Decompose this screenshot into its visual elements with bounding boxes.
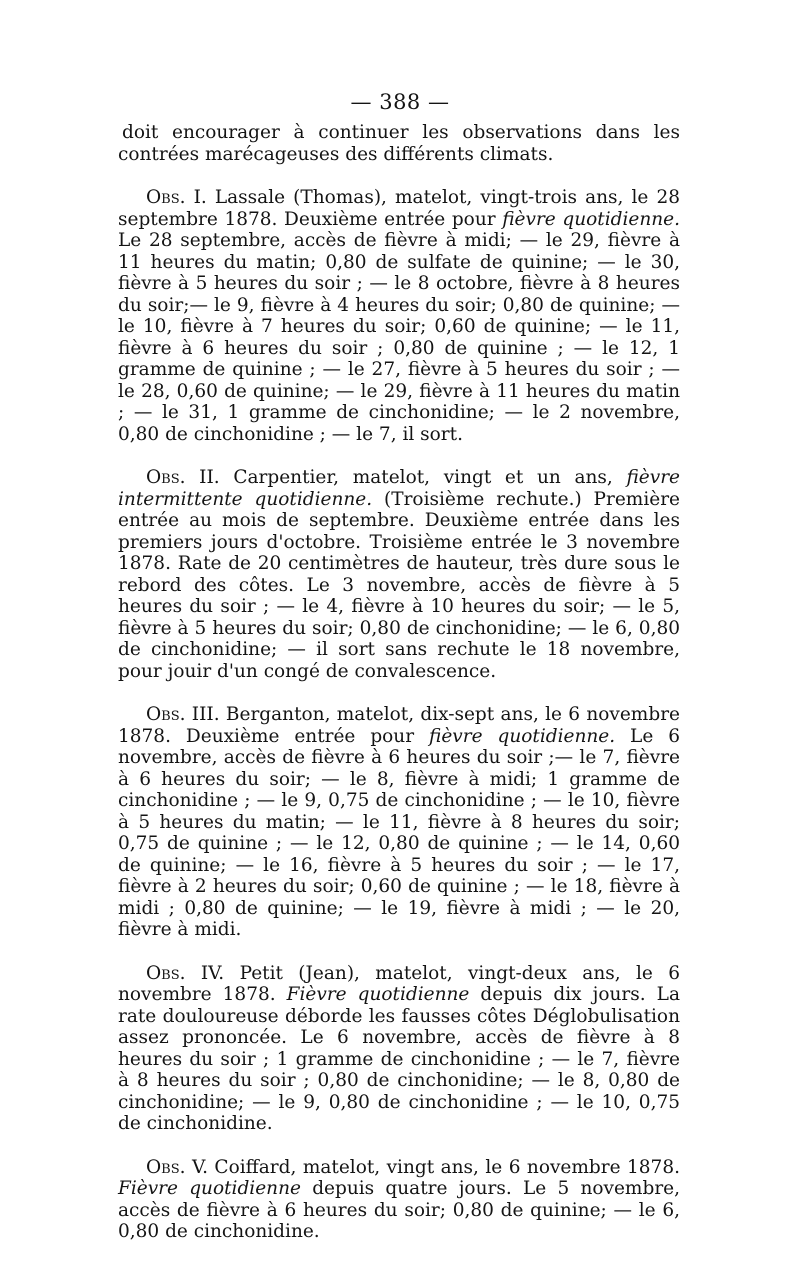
page-number: — 388 — [350,90,450,114]
observation-5 [118,1157,680,1243]
observation-label: Obs. I. [146,187,207,208]
observation-text: Le 6 novembre, accès de fièvre à 6 heures du soir ;— le 7, fièvre à 6 heures du soir; — le 8, fièvre à midi; 1 gramme de cinchonidine ; — le 9, 0,75 de cinchonidine ; — le 10, fièvre à 5 heures du matin; — le 11, fièvre à 8 heures du soir; 0,75 de quinine ; — le 12, 0,80 de quinine ; — le 14, 0,60 de quinine; — le 16, fièvre à 5 heures du soir ; — le 17, fièvre à 2 heures du soir; 0,60 de quinine ; — le 18, fièvre à midi ; 0,80 de quinine; — le 19, fièvre à midi ; — le 20, fièvre à midi. [118,725,681,940]
observation-text: Petit (Jean), matelot, vingt-deux ans, le 6 novembre 1878. [118,962,681,1005]
observation-diagnosis: fièvre intermittente quotidienne. [118,467,680,510]
observation-text: (Troisième rechute.) Première entrée au mois de septembre. Deuxième entrée dans les premiers jours d'octobre. Troisième entrée le 3 novembre 1878. Rate de 20 centimètres de hauteur, très dure sous le rebord des côtes. Le 3 novembre, accès de fièvre à 5 heures du soir ; — le 4, fièvre à 10 heures du soir; — le 5, fièvre à 5 heures du soir; 0,80 de cinchonidine; — le 6, 0,80 de cinchonidine; — il sort sans rechute le 18 novembre, pour jouir d'un congé de convalescence. [118,488,681,682]
observation-text: depuis quatre jours. Le 5 novembre, accès de fièvre à 6 heures du soir; 0,80 de quinine; — le 6, 0,80 de cinchonidine. [118,1178,680,1242]
observation-diagnosis: fièvre quotidienne. [502,208,680,230]
observation-1 [118,187,680,445]
observation-4 [118,963,680,1135]
observation-label: Obs. III. [146,704,220,725]
observation-3 [118,704,680,941]
observation-diagnosis: fièvre quotidienne. [429,725,616,747]
intro-paragraph: doit encourager à continuer les observations dans les contrées marécageuses des différents climats. [118,122,680,165]
observation-text: Le 28 septembre, accès de fièvre à midi; — le 29, fièvre à 11 heures du matin; 0,80 de sulfate de quinine; — le 30, fièvre à 5 heures du soir ; — le 8 octobre, fièvre à 8 heures du soir;— le 9, fièvre à 4 heures du soir; 0,80 de quinine; — le 10, fièvre à 7 heures du soir; 0,60 de quinine; — le 11, fièvre à 6 heures du soir ; 0,80 de quinine ; — le 12, 1 gramme de quinine ; — le 27, fièvre à 5 heures du soir ; — le 28, 0,60 de quinine; — le 29, fièvre à 11 heures du matin ; — le 31, 1 gramme de cinchonidine; — le 2 novembre, 0,80 de cinchonidine ; — le 7, il sort. [118,230,680,445]
observation-2 [118,467,680,682]
observation-text: Berganton, matelot, dix-sept ans, le 6 novembre 1878. Deuxième entrée pour [118,704,680,747]
observation-text: Lassale (Thomas), matelot, vingt-trois ans, le 28 septembre 1878. Deuxième entrée pour [118,187,680,230]
observation-diagnosis: Fièvre quotidienne [286,984,470,1005]
observation-text: Carpentier, matelot, vingt et un ans, [219,467,627,488]
observation-text: Coiffard, matelot, vingt ans, le 6 novembre 1878. [207,1156,680,1178]
page-body [118,122,680,1265]
observation-label: Obs. V. [146,1156,208,1178]
observation-label: Obs. II. [146,467,220,488]
observation-diagnosis: Fièvre quotidienne [118,1178,301,1199]
observation-text: depuis dix jours. La rate douloureuse déborde les fausses côtes Déglobulisation assez prononcée. Le 6 novembre, accès de fièvre à 8 heures du soir ; 1 gramme de cinchonidine ; — le 7, fièvre à 8 heures du soir ; 0,80 de cinchonidine; — le 8, 0,80 de cinchonidine; — le 9, 0,80 de cinchonidine ; — le 10, 0,75 de cinchonidine. [118,984,681,1134]
observation-label: Obs. IV. [146,962,225,984]
